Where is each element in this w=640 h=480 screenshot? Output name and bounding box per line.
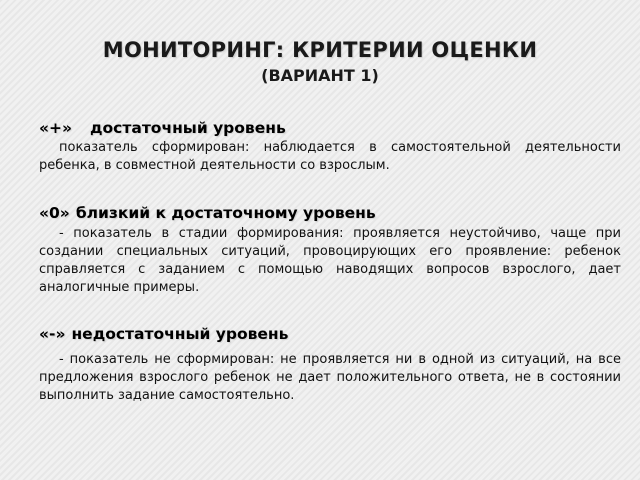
level-mark: «-» (39, 325, 66, 343)
level-label: близкий к достаточному уровень (75, 204, 376, 222)
level-label: недостаточный уровень (71, 325, 289, 343)
level-mark: «+» (39, 119, 73, 137)
slide-title: МОНИТОРИНГ: КРИТЕРИИ ОЦЕНКИ (102, 38, 538, 62)
slide-subtitle: (ВАРИАНТ 1) (261, 66, 379, 85)
level-mark: «0» (39, 204, 70, 222)
level-heading-near-sufficient (39, 203, 376, 223)
level-heading-insufficient (39, 324, 288, 344)
level-description-near-sufficient: - показатель в стадии формирования: проявляется неустойчиво, чаще при создании специальных ситуаций, провоцирующих его проявление: ребенок справляется с заданием с помощью наводящих вопросов взрослого, дает аналогичные примеры. (39, 226, 621, 295)
level-description-sufficient: показатель сформирован: наблюдается в самостоятельной деятельности ребенка, в совместной деятельности со взрослым. (39, 140, 621, 173)
level-heading-sufficient (39, 118, 286, 138)
level-label: достаточный уровень (90, 119, 286, 137)
level-description-insufficient: - показатель не сформирован: не проявляется ни в одной из ситуаций, на все предложения взрослого ребенок не дает положительного ответа, не в состоянии выполнить задание самостоятельно. (39, 352, 621, 403)
